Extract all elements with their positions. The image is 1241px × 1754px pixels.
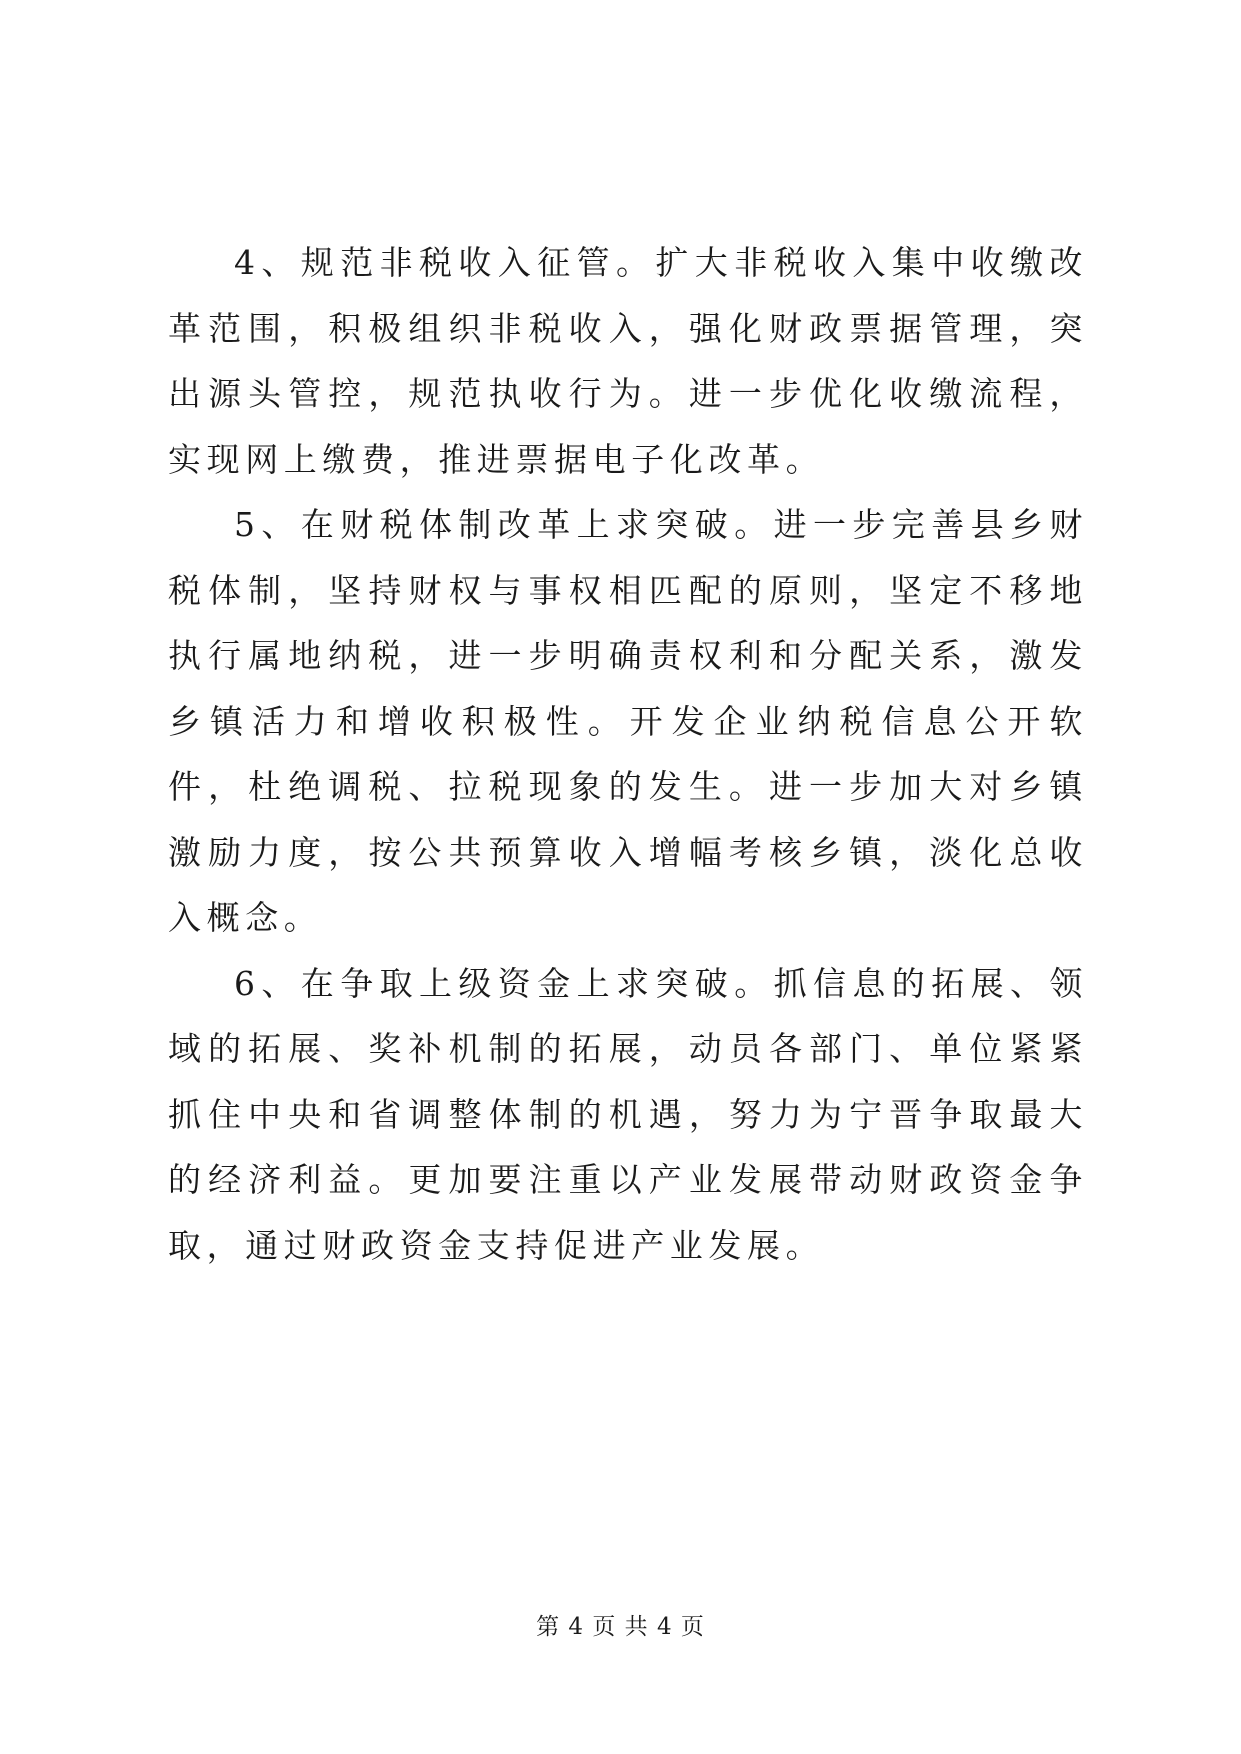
document-body xyxy=(168,230,1088,1278)
paragraph-item-4: 4、规范非税收入征管。扩大非税收入集中收缴改革范围，积极组织非税收入，强化财政票据管理，突出源头管控，规范执收行为。进一步优化收缴流程，实现网上缴费，推进票据电子化改革。 xyxy=(168,243,1088,479)
paragraph-item-5: 5、在财税体制改革上求突破。进一步完善县乡财税体制，坚持财权与事权相匹配的原则，坚定不移地执行属地纳税，进一步明确责权利和分配关系，激发乡镇活力和增收积极性。开发企业纳税信息公开软件，杜绝调税、拉税现象的发生。进一步加大对乡镇激励力度，按公共预算收入增幅考核乡镇，淡化总收入概念。 xyxy=(168,505,1088,937)
page-number-footer: 第 4 页 共 4 页 xyxy=(536,1614,705,1640)
paragraph-item-6: 6、在争取上级资金上求突破。抓信息的拓展、领域的拓展、奖补机制的拓展，动员各部门、单位紧紧抓住中央和省调整体制的机遇，努力为宁晋争取最大的经济利益。更加要注重以产业发展带动财政资金争取，通过财政资金支持促进产业发展。 xyxy=(168,963,1088,1265)
